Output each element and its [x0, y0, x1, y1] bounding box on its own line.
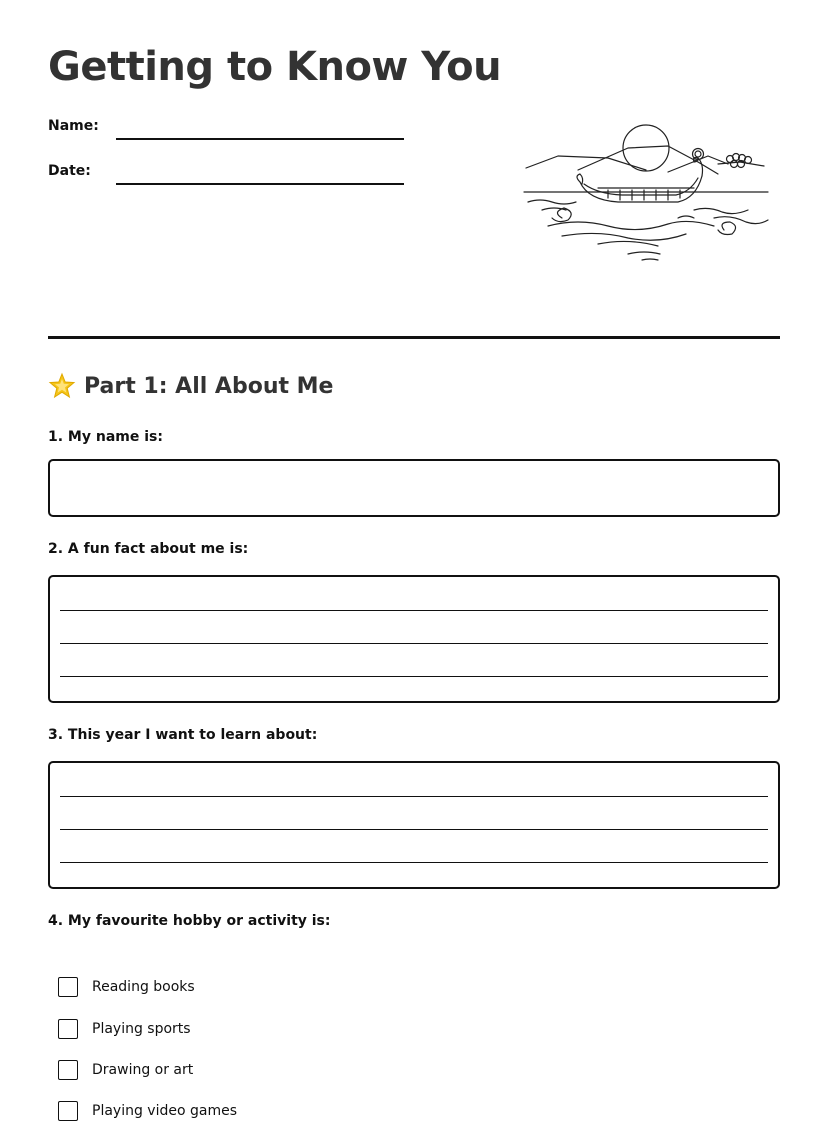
writing-line	[60, 643, 768, 644]
question-3-label: 3. This year I want to learn about:	[48, 727, 318, 743]
hobby-option-art[interactable]	[58, 1058, 193, 1082]
date-label: Date:	[48, 163, 91, 179]
learn-about-answer-box[interactable]	[48, 761, 780, 889]
question-2-label: 2. A fun fact about me is:	[48, 541, 249, 557]
checkbox-label: Playing sports	[92, 1021, 191, 1037]
question-1-label: 1. My name is:	[48, 429, 163, 445]
name-line[interactable]	[116, 138, 404, 140]
writing-line	[60, 610, 768, 611]
boat-scene-illustration	[518, 118, 774, 268]
checkbox[interactable]	[58, 977, 78, 997]
checkbox-label: Reading books	[92, 979, 195, 995]
name-answer-box[interactable]	[48, 459, 780, 517]
writing-line	[60, 862, 768, 863]
writing-line	[60, 829, 768, 830]
star-icon	[48, 372, 76, 400]
hobby-option-reading[interactable]	[58, 975, 195, 999]
writing-line	[60, 676, 768, 677]
section-divider	[48, 336, 780, 339]
checkbox-label: Playing video games	[92, 1103, 237, 1119]
page-title: Getting to Know You	[48, 44, 502, 90]
part1-heading	[48, 372, 333, 400]
question-4-label: 4. My favourite hobby or activity is:	[48, 913, 331, 929]
checkbox[interactable]	[58, 1060, 78, 1080]
hobby-option-sports[interactable]	[58, 1017, 191, 1041]
fun-fact-answer-box[interactable]	[48, 575, 780, 703]
hobby-option-video-games[interactable]	[58, 1099, 237, 1123]
writing-line	[60, 796, 768, 797]
part1-heading-text: Part 1: All About Me	[84, 373, 334, 399]
date-line[interactable]	[116, 183, 404, 185]
date-field[interactable]	[48, 161, 408, 185]
checkbox[interactable]	[58, 1101, 78, 1121]
name-field[interactable]	[48, 116, 408, 140]
name-label: Name:	[48, 118, 99, 134]
checkbox[interactable]	[58, 1019, 78, 1039]
checkbox-label: Drawing or art	[92, 1062, 194, 1078]
